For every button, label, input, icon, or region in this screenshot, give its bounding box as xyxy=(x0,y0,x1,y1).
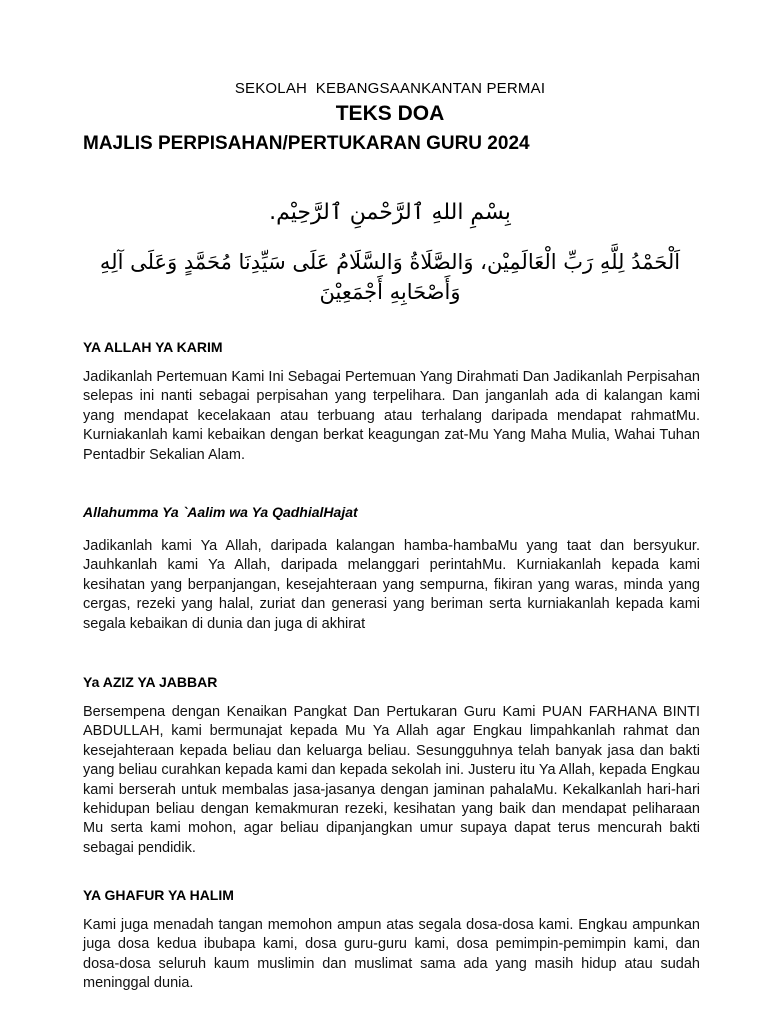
salawat-text: اَلْحَمْدُ لِلَّهِ رَبِّ الْعَالَمِيْن، وَالصَّلَاةُ وَالسَّلَامُ عَلَى سَيِّدِنَا مُحَمَّدٍ وَعَلَى آلِهِ وَأَصْحَابِهِ أَجْمَعِيْنَ xyxy=(99,250,681,304)
school-name: SEKOLAH KEBANGSAANKANTAN PERMAI xyxy=(234,80,546,97)
section-heading-allahumma: Allahumma Ya `Aalim wa Ya QadhialHajat xyxy=(83,504,358,520)
document-title: TEKS DOA xyxy=(335,102,445,125)
section-paragraph-1: Jadikanlah Pertemuan Kami Ini Sebagai Pertemuan Yang Dirahmati Dan Jadikanlah Perpisahan selepas ini nanti sebagai perpisahan yang terpelihara. Dan janganlah ada di kalangan kami yang mendapat kecelakaan atau terbuang atau terhalang daripada mendapat rahmatMu. Kurniakanlah kami kebaikan dengan berkat keagungan zat-Mu Yang Maha Mulia, Wahai Tuhan Pentadbir Sekalian Alam. xyxy=(83,369,700,463)
section-paragraph-4: Kami juga menadah tangan memohon ampun atas segala dosa-dosa kami. Engkau ampunkan juga dosa kedua ibubapa kami, dosa guru-guru kami, dosa pemimpin-pemimpin kami, dan dosa-dosa seluruh kaum muslimin dan muslimat sama ada yang masih hidup atau sudah meninggal dunia. xyxy=(83,917,700,992)
section-paragraph-2: Jadikanlah kami Ya Allah, daripada kalangan hamba-hambaMu yang taat dan bersyukur. Jauhkanlah kami Ya Allah, daripada melanggari perintahMu. Kurniakanlah kepada kami kesihatan yang berpanjangan, kesejahteraan yang sempurna, fikiran yang waras, minda yang cergas, rezeki yang halal, zuriat dan generasi yang beriman serta kurniakanlah kepada kami segala kebaikan di dunia dan juga di akhirat xyxy=(83,538,700,632)
section-paragraph-3: Bersempena dengan Kenaikan Pangkat Dan Pertukaran Guru Kami PUAN FARHANA BINTI ABDULLAH, kami bermunajat kepada Mu Ya Allah agar Engkau limpahkanlah rahmat dan kesejahteraan kepada beliau dan keluarga beliau. Sesungguhnya telah banyak jasa dan bakti yang beliau curahkan kepada kami dan kepada sekolah ini. Justeru itu Ya Allah, kepada Engkau kami berserah untuk membalas jasa-jasanya dengan jaminan pahalaMu. Kekalkanlah hari-hari kehidupan beliau dengan kemakmuran rezeki, kesihatan yang baik dan mendapat peliharaan Mu serta kami mohon, agar beliau dipanjangkan umur supaya dapat terus mencurah bakti sebagai pendidik. xyxy=(83,704,700,856)
section-heading-ya-allah-ya-karim: YA ALLAH YA KARIM xyxy=(83,339,223,355)
event-title: MAJLIS PERPISAHAN/PERTUKARAN GURU 2024 xyxy=(83,133,530,154)
section-heading-ya-ghafur-ya-halim: YA GHAFUR YA HALIM xyxy=(83,887,234,903)
section-heading-ya-aziz-ya-jabbar: Ya AZIZ YA JABBAR xyxy=(83,674,218,690)
basmala-text: بِسْمِ اللهِ ٱلرَّحْمنِ ٱلرَّحِيْم. xyxy=(269,200,511,225)
